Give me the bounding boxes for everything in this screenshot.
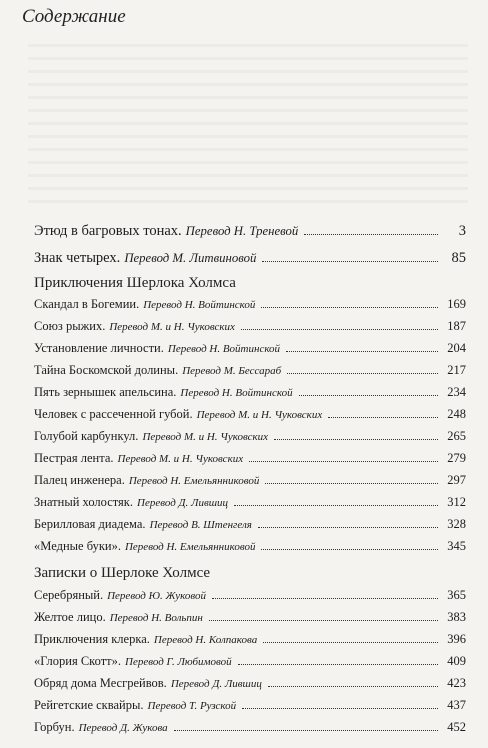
entry-page: 365 [447, 588, 466, 602]
entry-title: Берилловая диадема. [34, 517, 146, 531]
entry-translator: Перевод М. и Н. Чуковских [196, 409, 323, 421]
entry-page: 169 [447, 297, 466, 311]
toc-entry[interactable] [34, 451, 466, 466]
entry-page: 409 [447, 654, 466, 668]
dot-leader [328, 417, 438, 418]
entry-title: Знатный холостяк. [34, 495, 133, 509]
entry-page: 204 [447, 341, 466, 355]
dot-leader [238, 664, 438, 665]
entry-translator: Перевод Н. Войтинской [143, 299, 256, 311]
entry-translator: Перевод Н. Войтинской [167, 343, 281, 355]
entry-page: 423 [447, 676, 466, 690]
toc-entry[interactable] [34, 385, 466, 400]
entry-page: 234 [447, 385, 466, 399]
entry-title: Человек с рассеченной губой. [34, 407, 193, 421]
entry-page: 452 [447, 720, 466, 734]
entry-title: Горбун. [34, 720, 75, 734]
entry-title: Этюд в багровых тонах. [34, 223, 182, 239]
entry-title: Скандал в Богемии. [34, 297, 140, 311]
entry-translator: Перевод В. Штенгеля [149, 519, 252, 531]
entry-translator: Перевод М. Литвиновой [124, 251, 257, 265]
entry-translator: Перевод Н. Емельянниковой [124, 541, 256, 553]
entry-page: 437 [447, 698, 466, 712]
entry-title: «Глория Скотт». [34, 654, 121, 668]
dot-leader [265, 483, 438, 484]
dot-leader [286, 351, 438, 352]
entry-translator: Перевод Н. Колпакова [153, 634, 258, 646]
dot-leader [287, 373, 438, 374]
entry-translator: Перевод М. Бессараб [182, 365, 282, 377]
dot-leader [263, 642, 438, 643]
toc-entry[interactable] [34, 341, 466, 356]
entry-page: 396 [447, 632, 466, 646]
toc-entry[interactable] [34, 319, 466, 334]
entry-title: Тайна Боскомской долины. [34, 363, 179, 377]
entry-page: 85 [451, 250, 466, 266]
dot-leader [261, 307, 438, 308]
entry-translator: Перевод Т. Рузской [147, 700, 237, 712]
toc-entry[interactable] [34, 720, 466, 735]
toc-entry[interactable] [34, 517, 466, 532]
dot-leader [174, 730, 438, 731]
entry-title: «Медные буки». [34, 539, 121, 553]
entry-title: Желтое лицо. [34, 610, 106, 624]
entry-title: Знак четырех. [34, 250, 121, 266]
entry-page: 328 [447, 517, 466, 531]
entry-page: 279 [447, 451, 466, 465]
section-heading: Приключения Шерлока Холмса [34, 275, 236, 291]
entry-translator: Перевод Д. Лившиц [137, 497, 229, 509]
toc-entry[interactable] [34, 654, 466, 669]
entry-page: 383 [447, 610, 466, 624]
entry-title: Рейгетские сквайры. [34, 698, 144, 712]
entry-title: Приключения клерка. [34, 632, 150, 646]
dot-leader [274, 439, 438, 440]
toc-entry[interactable] [34, 223, 466, 240]
dot-leader [212, 598, 438, 599]
entry-page: 217 [447, 363, 466, 377]
entry-title: Установление личности. [34, 341, 164, 355]
toc-entry[interactable] [34, 495, 466, 510]
dot-leader [262, 261, 438, 262]
toc-entry[interactable] [34, 473, 466, 488]
toc-entry[interactable] [34, 588, 466, 603]
dot-leader [234, 505, 438, 506]
toc-entry[interactable] [34, 297, 466, 312]
page-title: Содержание [22, 6, 126, 27]
dot-leader [241, 329, 438, 330]
entry-translator: Перевод М. и Н. Чуковских [109, 321, 235, 333]
entry-translator: Перевод Н. Войтинской [180, 387, 293, 399]
dot-leader [261, 549, 438, 550]
entry-title: Обряд дома Месгрейвов. [34, 676, 167, 690]
entry-title: Серебряный. [34, 588, 104, 602]
entry-page: 345 [447, 539, 466, 553]
entry-title: Палец инженера. [34, 473, 125, 487]
entry-title: Пять зернышек апельсина. [34, 385, 177, 399]
entry-translator: Перевод Н. Вольпин [109, 612, 203, 624]
entry-translator: Перевод Ю. Жуковой [107, 590, 206, 602]
entry-title: Союз рыжих. [34, 319, 106, 333]
bleed-through-text [28, 34, 468, 204]
toc-entry[interactable] [34, 698, 466, 713]
entry-translator: Перевод Н. Емельянниковой [128, 475, 260, 487]
dot-leader [268, 686, 438, 687]
toc-entry[interactable] [34, 610, 466, 625]
entry-translator: Перевод Д. Жукова [78, 722, 168, 734]
entry-translator: Перевод М. и Н. Чуковских [142, 431, 269, 443]
toc-entry[interactable] [34, 407, 466, 422]
toc-entry[interactable] [34, 363, 466, 378]
toc-entry[interactable] [34, 250, 466, 267]
entry-translator: Перевод Г. Любимовой [125, 656, 232, 668]
entry-page: 312 [447, 495, 466, 509]
toc-entry[interactable] [34, 539, 466, 554]
entry-page: 297 [447, 473, 466, 487]
entry-page: 187 [447, 319, 466, 333]
entry-translator: Перевод Д. Лившиц [170, 678, 262, 690]
entry-page: 265 [447, 429, 466, 443]
entry-title: Пестрая лента. [34, 451, 114, 465]
dot-leader [304, 234, 438, 235]
entry-translator: Перевод Н. Треневой [185, 224, 299, 238]
dot-leader [249, 461, 438, 462]
dot-leader [209, 620, 438, 621]
dot-leader [258, 527, 438, 528]
entry-page: 248 [447, 407, 466, 421]
entry-title: Голубой карбункул. [34, 429, 139, 443]
entry-page: 3 [458, 223, 466, 239]
toc-entry[interactable] [34, 676, 466, 691]
dot-leader [299, 395, 438, 396]
section-heading: Записки о Шерлоке Холмсе [34, 565, 211, 581]
entry-translator: Перевод М. и Н. Чуковских [117, 453, 244, 465]
toc-entry[interactable] [34, 429, 466, 444]
dot-leader [242, 708, 438, 709]
toc-entry[interactable] [34, 632, 466, 647]
